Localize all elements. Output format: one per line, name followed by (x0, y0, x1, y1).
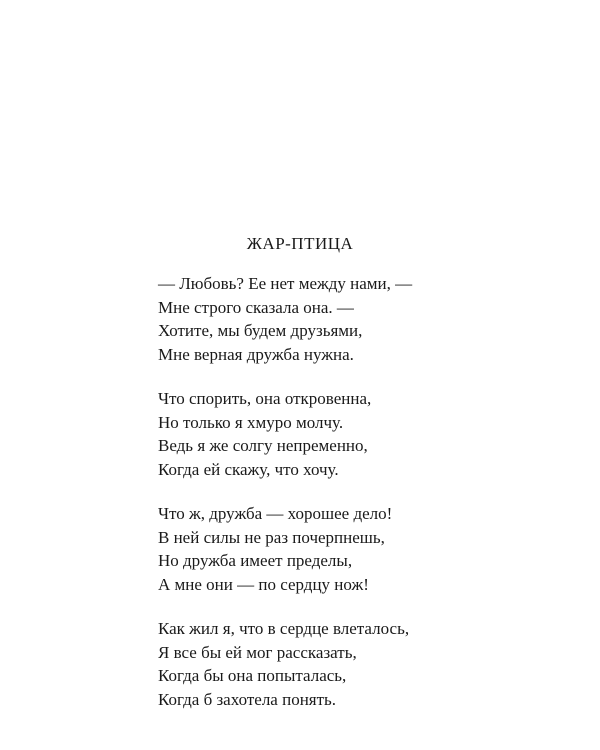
poem-body (158, 272, 538, 732)
poem-line: — Любовь? Ее нет между нами, — (158, 274, 413, 293)
poem-line: Но только я хмуро молчу. (158, 412, 344, 432)
poem-line: Что спорить, она откровенна, (158, 389, 372, 408)
poem-line: Что ж, дружба — хорошее дело! (158, 504, 393, 523)
poem-line: Ведь я же солгу непременно, (158, 436, 368, 455)
poem-line: Мне верная дружба нужна. (158, 344, 354, 364)
poem-line: А мне они — по сердцу нож! (158, 574, 369, 594)
poem-line: Хотите, мы будем друзьями, (158, 321, 363, 340)
poem-line: Я все бы ей мог рассказать, (158, 642, 357, 662)
poem-line: Мне строго сказала она. — (158, 297, 354, 317)
poem-line: В ней силы не раз почерпнешь, (158, 527, 385, 547)
stanza-2 (158, 387, 538, 481)
stanza-3 (158, 502, 538, 596)
poem-line: Когда ей скажу, что хочу. (158, 459, 339, 479)
stanza-1 (158, 272, 538, 366)
poem-line: Когда б захотела понять. (158, 689, 337, 709)
poem-line: Как жил я, что в сердце влеталось, (158, 619, 410, 638)
poem-line: Когда бы она попыталась, (158, 666, 347, 685)
stanza-4 (158, 617, 538, 711)
poem-title: ЖАР-ПТИЦА (246, 234, 354, 253)
poem-line: Но дружба имеет пределы, (158, 551, 353, 570)
